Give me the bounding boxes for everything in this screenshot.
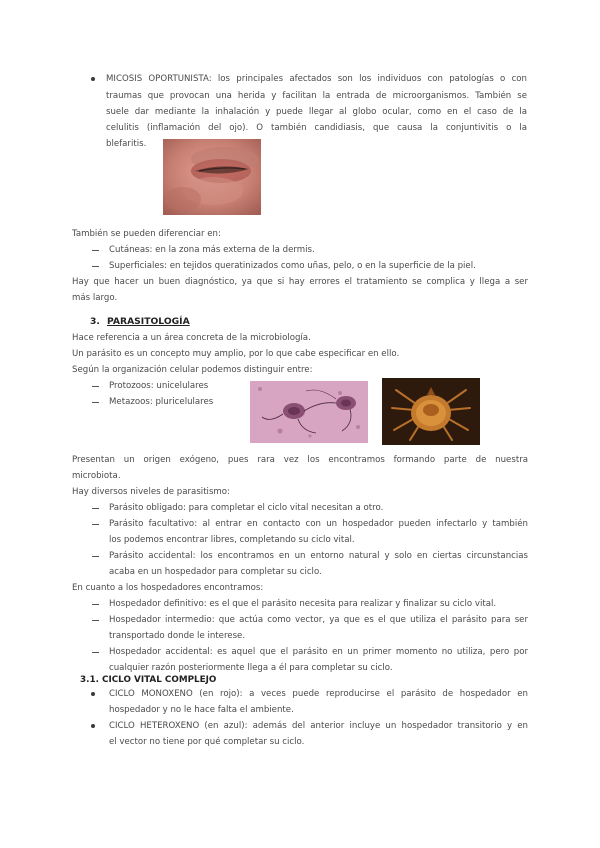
protozoos-item: Protozoos: unicelulares [109, 381, 209, 391]
dash [92, 556, 99, 557]
ciclo-heteroxeno-line-1: CICLO HETEROXENO (en azul): además del anterior incluye un hospedador transitorio y en [109, 721, 528, 731]
parasitologia-line-2: Un parásito es un concepto muy amplio, por lo que cabe especificar en ello. [72, 349, 400, 359]
hospedador-3-line-2: cualquier razón posteriormente llega a él para completar su ciclo. [109, 663, 393, 673]
hospedador-2-line-2: transportado donde le interese. [109, 631, 246, 641]
hospedador-2-line-1: Hospedador intermedio: que actúa como vector, ya que es el que utiliza el parásito para ser [109, 615, 528, 625]
diagnostico-line-1: Hay que hacer un buen diagnóstico, ya que si hay errores el tratamiento se complica y llega a ser [72, 277, 528, 287]
parasitologia-line-3: Según la organización celular podemos distinguir entre: [72, 365, 313, 375]
origen-line-1: Presentan un origen exógeno, pues rara vez los encontramos formando parte de nuestra [72, 455, 528, 465]
metazoos-item: Metazoos: pluricelulares [109, 397, 214, 407]
bullet-dot [91, 692, 95, 696]
dash [92, 620, 99, 621]
subsection-title-ciclo: 3.1. CICLO VITAL COMPLEJO [80, 675, 217, 685]
nivel-1: Parásito obligado: para completar el ciclo vital necesitan a otro. [109, 503, 384, 513]
dash [92, 402, 99, 403]
micosis-line-1: MICOSIS OPORTUNISTA: los principales afectados son los individuos con patologías o con [106, 74, 527, 84]
eye-infection-photo [163, 139, 261, 215]
hospedadores-intro: En cuanto a los hospedadores encontramos: [72, 583, 264, 593]
dash [92, 250, 99, 251]
dash [92, 524, 99, 525]
hospedador-3-line-1: Hospedador accidental: es aquel que el parásito en un primer momento no utiliza, pero por [109, 647, 528, 657]
ciclo-monoxeno-line-2: hospedador y no le hace falta el ambiente. [109, 705, 294, 715]
protozoa-micrograph [250, 381, 368, 443]
micosis-line-2: traumas que provocan una herida y facilitan la entrada de microorganismos. También se [106, 91, 527, 101]
section-title-parasitologia: PARASITOLOGÍA [107, 316, 190, 327]
dash [92, 266, 99, 267]
tick-photo [382, 378, 480, 445]
diagnostico-line-2: más largo. [72, 293, 118, 303]
nivel-3-line-2: acaba en un hospedador para completar su ciclo. [109, 567, 322, 577]
origen-line-2: microbiota. [72, 471, 121, 481]
diferenciar-intro: También se pueden diferenciar en: [72, 229, 221, 239]
hospedador-1: Hospedador definitivo: es el que el parásito necesita para realizar y finalizar su ciclo vital. [109, 599, 497, 609]
diferenciar-item-2: Superficiales: en tejidos queratinizados como uñas, pelo, o en la superficie de la piel. [109, 261, 476, 271]
nivel-2-line-2: los podemos encontrar libres, completando su ciclo vital. [109, 535, 355, 545]
micosis-line-4: celulitis (inflamación del ojo). O también candidiasis, que causa la conjuntivitis o la [106, 123, 527, 133]
dash [92, 652, 99, 653]
micosis-line-5: blefaritis. [106, 139, 147, 149]
dash [92, 386, 99, 387]
micosis-line-3: suele dar mediante la inhalación y puede llegar al globo ocular, como en el caso de la [106, 107, 527, 117]
section-number: 3. [90, 316, 100, 327]
nivel-3-line-1: Parásito accidental: los encontramos en un entorno natural y solo en ciertas circunstancias [109, 551, 528, 561]
niveles-intro: Hay diversos niveles de parasitismo: [72, 487, 230, 497]
nivel-2-line-1: Parásito facultativo: al entrar en contacto con un hospedador pueden infectarlo y también [109, 519, 528, 529]
parasitologia-line-1: Hace referencia a un área concreta de la microbiología. [72, 333, 311, 343]
bullet-dot [91, 724, 95, 728]
ciclo-monoxeno-line-1: CICLO MONOXENO (en rojo): a veces puede reproducirse el parásito de hospedador en [109, 689, 528, 699]
dash [92, 604, 99, 605]
bullet-dot [91, 77, 95, 81]
diferenciar-item-1: Cutáneas: en la zona más externa de la dermis. [109, 245, 315, 255]
ciclo-heteroxeno-line-2: el vector no tiene por qué completar su ciclo. [109, 737, 305, 747]
dash [92, 508, 99, 509]
